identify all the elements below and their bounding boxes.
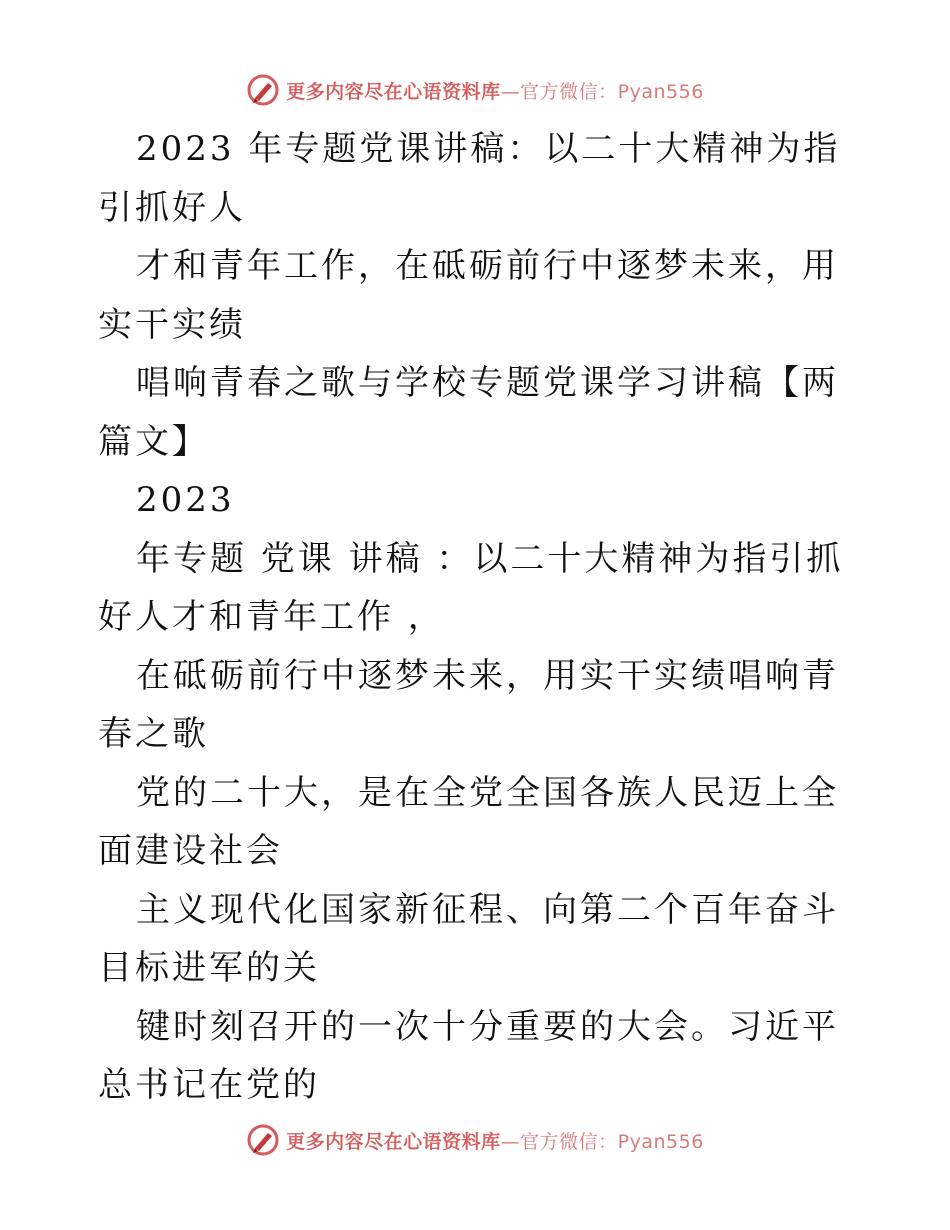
watermark-dash: — [500, 80, 521, 103]
watermark-contact: 官方微信：Pyan556 [520, 1130, 704, 1153]
watermark-dash: — [500, 1130, 521, 1153]
paragraph-3: 唱响青春之歌与学校专题党课学习讲稿【两篇文】 [98, 363, 839, 462]
pen-logo-icon [246, 73, 280, 107]
watermark-bold-text: 更多内容尽在心语资料库 [286, 80, 501, 103]
watermark-contact: 官方微信：Pyan556 [520, 80, 704, 103]
watermark-bold-text: 更多内容尽在心语资料库 [286, 1130, 501, 1153]
watermark-banner-bottom [0, 1120, 950, 1160]
paragraph-2: 才和青年工作，在砥砺前行中逐梦未来，用实干实绩 [98, 246, 839, 345]
paragraph-6: 在砥砺前行中逐梦未来，用实干实绩唱响青春之歌 [98, 655, 839, 754]
document-body [98, 120, 858, 1115]
watermark-banner-top [0, 70, 950, 110]
paragraph-9: 键时刻召开的一次十分重要的大会。习近平总书记在党的 [98, 1006, 839, 1105]
paragraph-4: 2023 [136, 480, 235, 520]
paragraph-8: 主义现代化国家新征程、向第二个百年奋斗目标进军的关 [98, 889, 839, 988]
paragraph-7: 党的二十大，是在全党全国各族人民迈上全面建设社会 [98, 772, 839, 871]
paragraph-5: 年专题 党课 讲稿 ：以二十大精神为指引抓好人才和青年工作 ， [98, 538, 844, 637]
paragraph-1: 2023 年专题党课讲稿：以二十大精神为指引抓好人 [98, 129, 841, 228]
pen-logo-icon [246, 1123, 280, 1157]
